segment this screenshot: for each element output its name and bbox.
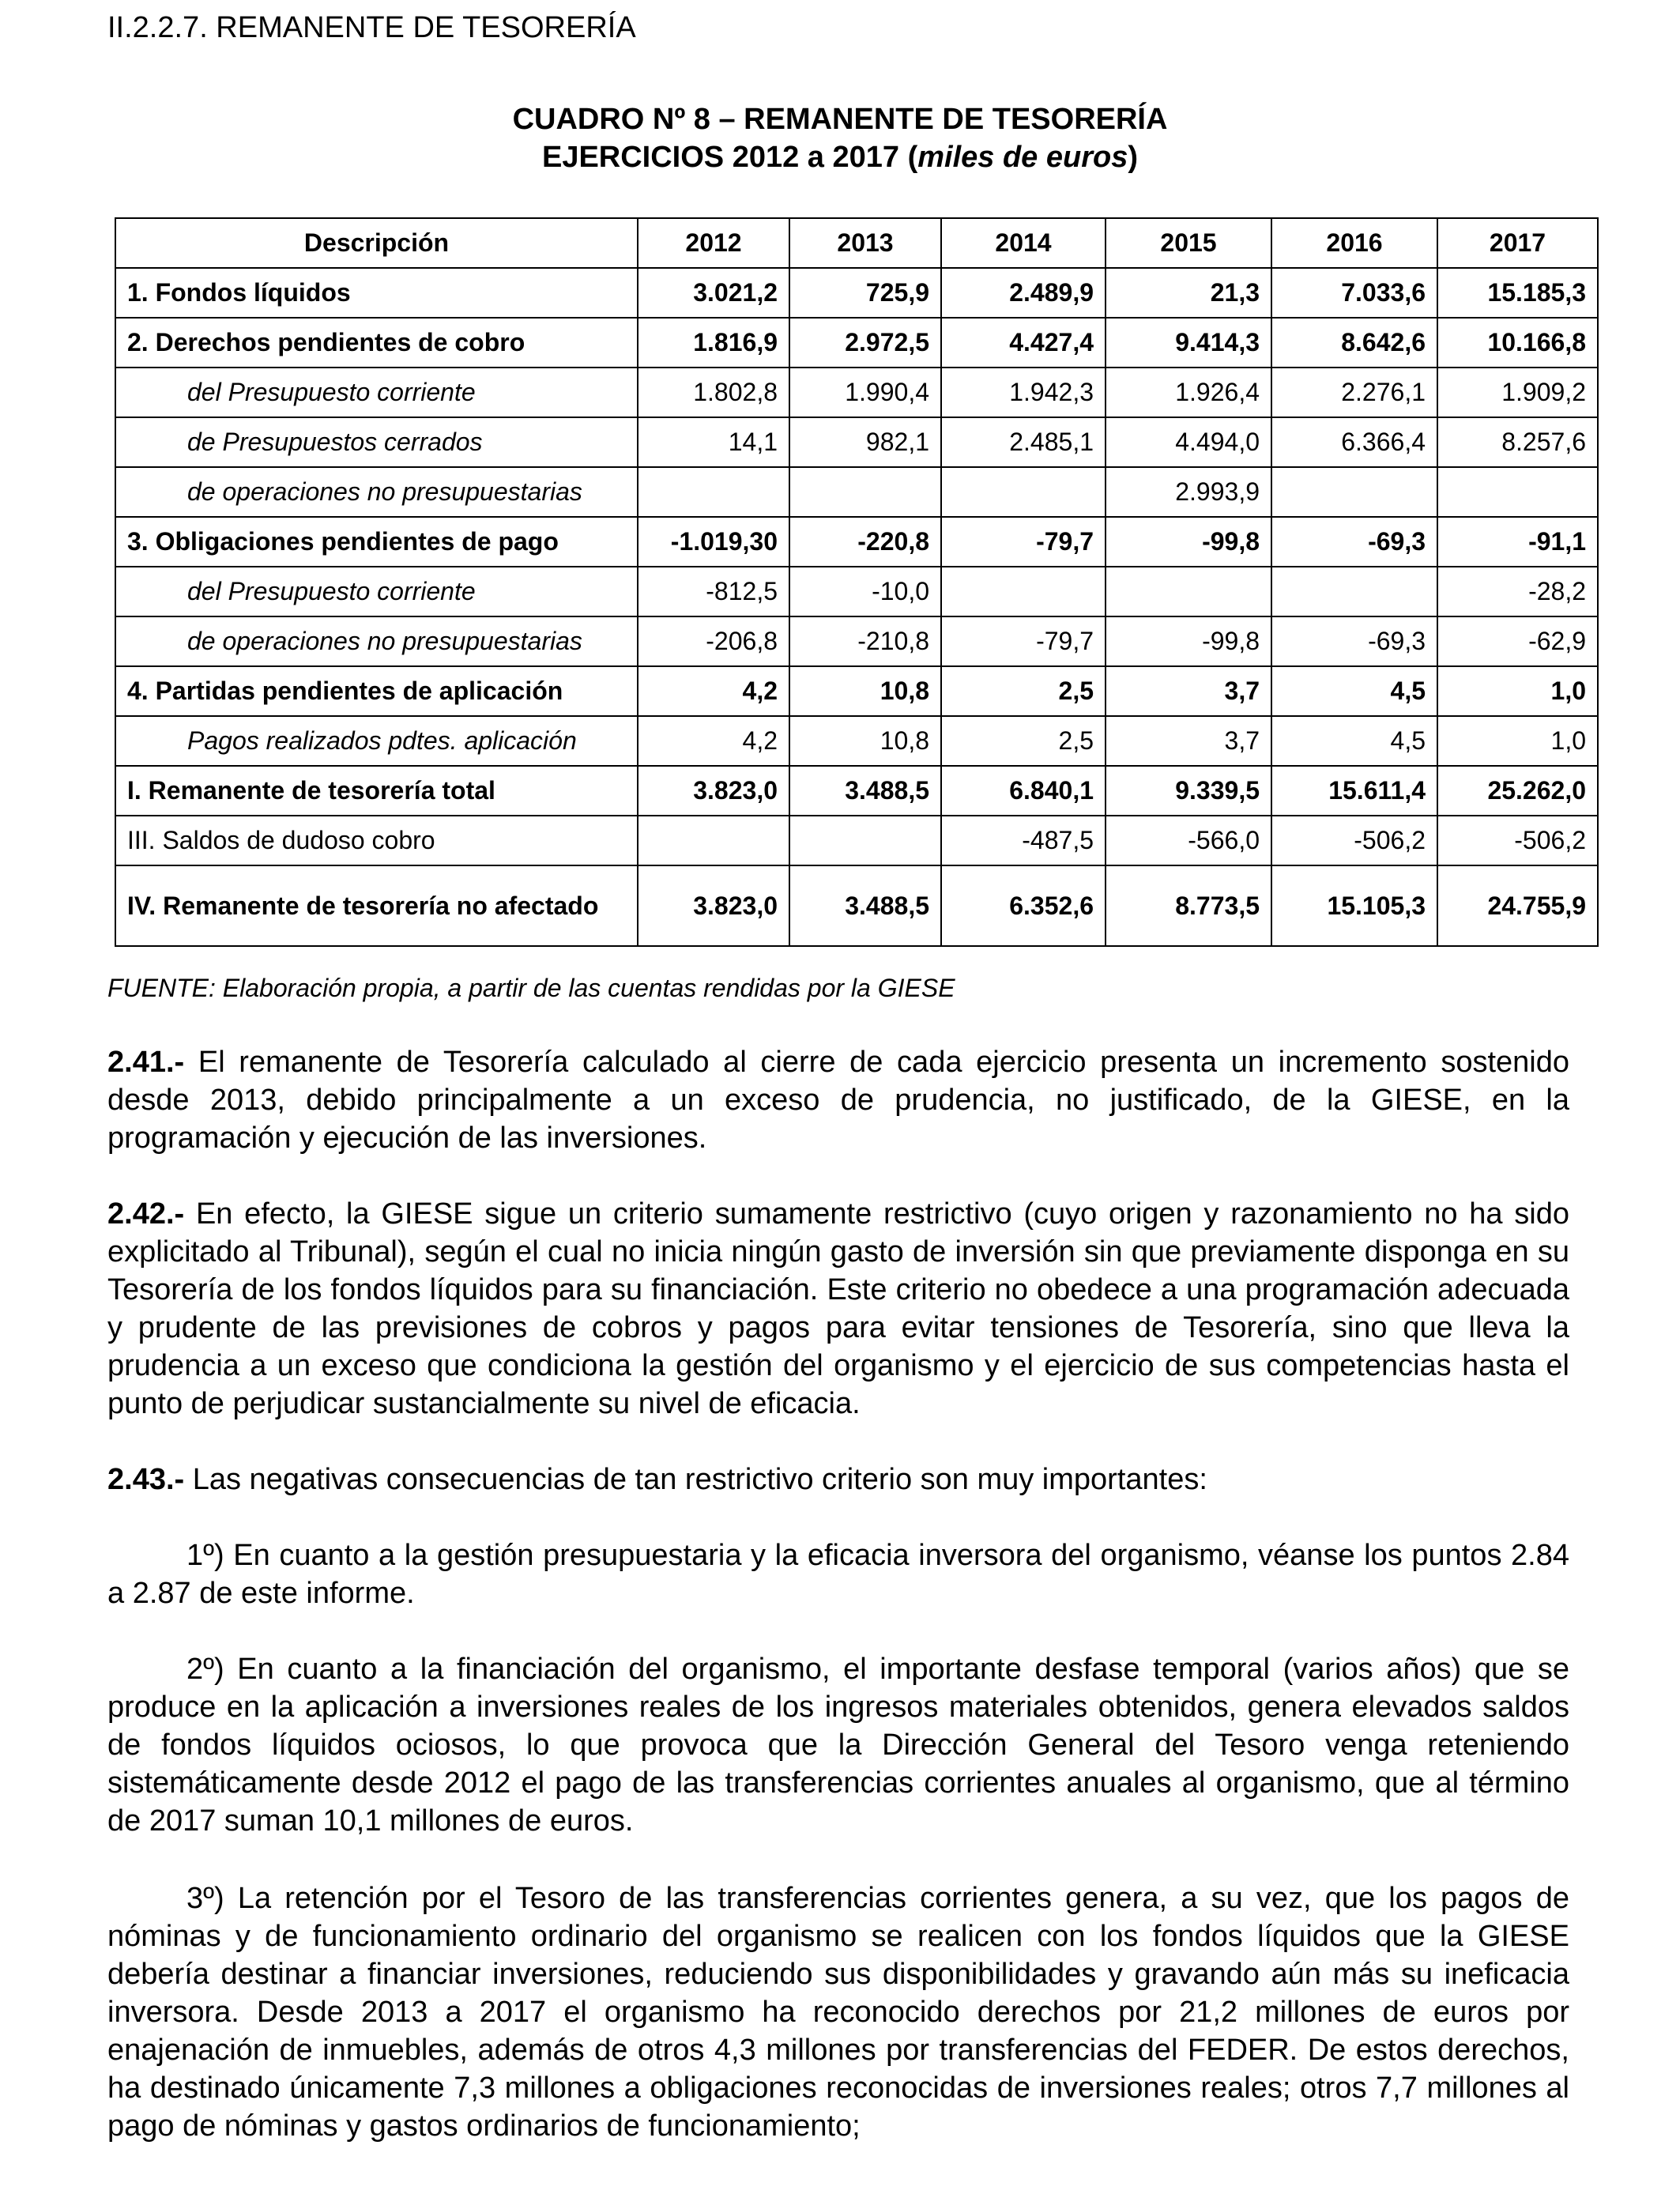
row-value [941,467,1106,517]
table-row [115,616,1598,666]
row-value [638,816,789,865]
row-value: -69,3 [1271,517,1437,567]
row-value: 3.488,5 [789,865,941,946]
row-description: 2. Derechos pendientes de cobro [115,318,638,368]
row-value: 4,5 [1271,666,1437,716]
row-value: -79,7 [941,517,1106,567]
row-value: 4,2 [638,716,789,766]
row-description: de operaciones no presupuestarias [115,467,638,517]
row-value: -206,8 [638,616,789,666]
row-value: 4,5 [1271,716,1437,766]
row-value [1437,467,1598,517]
row-value [638,467,789,517]
table-source-note: FUENTE: Elaboración propia, a partir de las cuentas rendidas por la GIESE [107,974,955,1002]
column-header: 2012 [638,218,789,268]
paragraph-2-42: 2.42.- En efecto, la GIESE sigue un criterio sumamente restrictivo (cuyo origen y razonamiento no ha sido explicitado al Tribunal), según el cual no inicia ningún gasto de inversión sin que previamente disponga en su Tesorería de los fondos líquidos para su financiación. Este criterio no obedece a una programación adecuada y prudente de las previsiones de cobros y pagos para evitar tensiones de Tesorería, sino que lleva la prudencia a un exceso que condiciona la gestión del organismo y el ejercicio de sus competencias hasta el punto de perjudicar sustancialmente su nivel de eficacia. [107,1197,1569,1420]
row-value: 3.488,5 [789,766,941,816]
row-value: -487,5 [941,816,1106,865]
row-value: 10,8 [789,666,941,716]
row-value: 4.427,4 [941,318,1106,368]
row-value: 3.823,0 [638,865,789,946]
row-value: 15.185,3 [1437,268,1598,318]
table-row [115,517,1598,567]
table-row [115,368,1598,417]
row-value: 10.166,8 [1437,318,1598,368]
row-description: IV. Remanente de tesorería no afectado [115,865,638,946]
row-description: 1. Fondos líquidos [115,268,638,318]
paragraph-point-2: 2º) En cuanto a la financiación del organismo, el importante desfase temporal (varios años) que se produce en la aplicación a inversiones reales de los ingresos materiales obtenidos, genera elevados saldos de fondos líquidos ociosos, lo que provoca que la Dirección General del Tesoro venga reteniendo sistemáticamente desde 2012 el pago de las transferencias corrientes anuales al organismo, que al término de 2017 suman 10,1 millones de euros. [107,1653,1569,1838]
row-value: 1.816,9 [638,318,789,368]
row-value: 10,8 [789,716,941,766]
row-value: 725,9 [789,268,941,318]
row-value: -28,2 [1437,567,1598,616]
row-value: 2.489,9 [941,268,1106,318]
table-row [115,766,1598,816]
table-row [115,716,1598,766]
row-value: 2.485,1 [941,417,1106,467]
table-row [115,567,1598,616]
row-value [941,567,1106,616]
row-value: 1.802,8 [638,368,789,417]
treasury-remainder-table [115,217,1599,947]
table-row [115,865,1598,946]
paragraph-number: 2.43.- [107,1463,185,1496]
table-row [115,268,1598,318]
row-value: 6.840,1 [941,766,1106,816]
column-header: 2013 [789,218,941,268]
table-row [115,417,1598,467]
row-value: 2,5 [941,666,1106,716]
row-value: 21,3 [1106,268,1271,318]
row-value: -62,9 [1437,616,1598,666]
row-description: 4. Partidas pendientes de aplicación [115,666,638,716]
table-row [115,816,1598,865]
row-value: 9.339,5 [1106,766,1271,816]
row-value: 982,1 [789,417,941,467]
row-value: 25.262,0 [1437,766,1598,816]
row-value: -220,8 [789,517,941,567]
row-value: -91,1 [1437,517,1598,567]
row-value: 8.773,5 [1106,865,1271,946]
row-description: Pagos realizados pdtes. aplicación [115,716,638,766]
row-value: -506,2 [1437,816,1598,865]
row-description: de operaciones no presupuestarias [115,616,638,666]
row-value: -99,8 [1106,517,1271,567]
row-description: del Presupuesto corriente [115,368,638,417]
column-header: Descripción [115,218,638,268]
row-value: -566,0 [1106,816,1271,865]
paragraph-2-41: 2.41.- El remanente de Tesorería calculado al cierre de cada ejercicio presenta un incremento sostenido desde 2013, debido principalmente a un exceso de prudencia, no justificado, de la GIESE, en la programación y ejecución de las inversiones. [107,1046,1569,1155]
row-value: 15.105,3 [1271,865,1437,946]
row-value: 4,2 [638,666,789,716]
row-value: -69,3 [1271,616,1437,666]
row-value: 1.909,2 [1437,368,1598,417]
row-value: 24.755,9 [1437,865,1598,946]
row-value: 2,5 [941,716,1106,766]
paragraph-number: 2.42.- [107,1197,185,1231]
table-subtitle: EJERCICIOS 2012 a 2017 (miles de euros) [541,141,1139,174]
row-value: 15.611,4 [1271,766,1437,816]
paragraph-2-43: 2.43.- Las negativas consecuencias de tan restrictivo criterio son muy importantes: [107,1463,1207,1496]
row-value [1106,567,1271,616]
row-value: 3.823,0 [638,766,789,816]
row-value: 2.972,5 [789,318,941,368]
row-value: 3.021,2 [638,268,789,318]
row-value: 2.276,1 [1271,368,1437,417]
column-header: 2017 [1437,218,1598,268]
row-description: III. Saldos de dudoso cobro [115,816,638,865]
table-header-row [115,218,1598,268]
table-row [115,666,1598,716]
row-value: 3,7 [1106,716,1271,766]
row-value: -506,2 [1271,816,1437,865]
column-header: 2014 [941,218,1106,268]
row-value [789,467,941,517]
row-value [789,816,941,865]
table-title: CUADRO Nº 8 – REMANENTE DE TESORERÍA [512,103,1168,136]
row-value: -812,5 [638,567,789,616]
row-value: -99,8 [1106,616,1271,666]
row-value: 8.642,6 [1271,318,1437,368]
row-description: I. Remanente de tesorería total [115,766,638,816]
row-value [1271,467,1437,517]
row-description: del Presupuesto corriente [115,567,638,616]
row-value: 6.352,6 [941,865,1106,946]
paragraph-number: 2.41.- [107,1046,185,1079]
column-header: 2015 [1106,218,1271,268]
row-value: 4.494,0 [1106,417,1271,467]
row-value: 7.033,6 [1271,268,1437,318]
row-value: 9.414,3 [1106,318,1271,368]
column-header: 2016 [1271,218,1437,268]
row-value: 1.942,3 [941,368,1106,417]
table-row [115,318,1598,368]
paragraph-point-1: 1º) En cuanto a la gestión presupuestaria y la eficacia inversora del organismo, véanse los puntos 2.84 a 2.87 de este informe. [107,1539,1569,1610]
row-value: 8.257,6 [1437,417,1598,467]
row-value: 1,0 [1437,716,1598,766]
row-value: 2.993,9 [1106,467,1271,517]
row-value: 1,0 [1437,666,1598,716]
row-value: 1.990,4 [789,368,941,417]
table-row [115,467,1598,517]
row-value: 6.366,4 [1271,417,1437,467]
row-value [1271,567,1437,616]
section-heading: II.2.2.7. REMANENTE DE TESORERÍA [107,11,636,44]
paragraph-point-3: 3º) La retención por el Tesoro de las transferencias corrientes genera, a su vez, que los pagos de nóminas y de funcionamiento ordinario del organismo se realicen con los fondos líquidos que la GIESE debería destinar a financiar inversiones, reduciendo sus disponibilidades y gravando aún más su ineficacia inversora. Desde 2013 a 2017 el organismo ha reconocido derechos por 21,2 millones de euros por enajenación de inmuebles, además de otros 4,3 millones por transferencias del FEDER. De estos derechos, ha destinado únicamente 7,3 millones a obligaciones reconocidas de inversiones reales; otros 7,7 millones al pago de nóminas y gastos ordinarios de funcionamiento; [107,1882,1569,2143]
row-value: -210,8 [789,616,941,666]
row-value: -79,7 [941,616,1106,666]
row-description: 3. Obligaciones pendientes de pago [115,517,638,567]
row-value: 1.926,4 [1106,368,1271,417]
row-value: 3,7 [1106,666,1271,716]
row-value: 14,1 [638,417,789,467]
row-description: de Presupuestos cerrados [115,417,638,467]
row-value: -1.019,30 [638,517,789,567]
row-value: -10,0 [789,567,941,616]
